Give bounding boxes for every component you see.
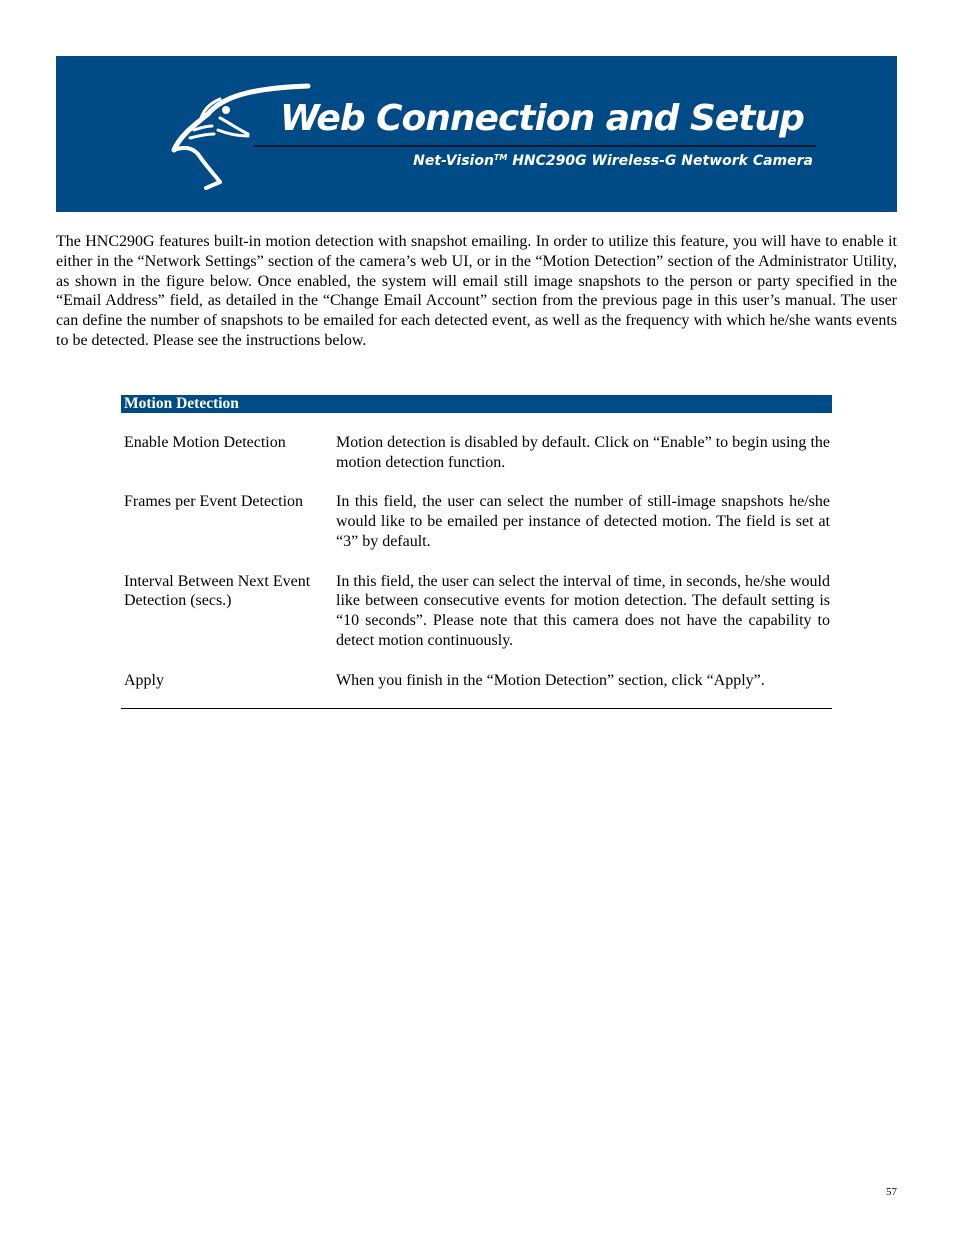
definition-term: Interval Between Next Event Detection (secs.): [124, 572, 311, 610]
section-bottom-rule: [121, 708, 832, 709]
definition-term: Frames per Event Detection: [124, 493, 304, 511]
definition-description: In this field, the user can select the interval of time, in seconds, he/she would like between consecutive events for motion detection. The default setting is “10 seconds”. Please note that this camera does not have the capability to detect motion continuously.: [336, 572, 830, 649]
banner-rule: [254, 145, 816, 147]
definition-description: Motion detection is disabled by default. Click on “Enable” to begin using the motion detection function.: [336, 434, 830, 471]
banner-subtitle: [413, 153, 813, 169]
definition-description: In this field, the user can select the number of still-image snapshots he/she would like to be emailed per instance of detected motion. The field is set at “3” by default.: [336, 493, 830, 550]
definition-description: When you finish in the “Motion Detection” section, click “Apply”.: [336, 671, 765, 689]
section-title-bar: Motion Detection: [121, 395, 832, 413]
product-name: HNC290G Wireless-G Network Camera: [507, 153, 813, 169]
header-banner: [56, 56, 897, 212]
definition-row: [124, 492, 830, 551]
definition-row: [124, 572, 830, 651]
brand-name: Net-Vision: [413, 153, 494, 169]
definition-row: [124, 671, 830, 691]
trademark-mark: TM: [493, 153, 508, 162]
intro-paragraph: The HNC290G features built-in motion detection with snapshot emailing. In order to utilize this feature, you will have to enable it either in the “Network Settings” section of the camera’s web UI, or in the “Motion Detection” section of the Administrator Utility, as shown in the figure below. Once enabled, the system will email still image snapshots to the person or party specified in the “Email Address” field, as detailed in the “Change Email Account” section from the previous page in this user’s manual. The user can define the number of snapshots to be emailed for each detected event, as well as the frequency with which he/she wants events to be detected. Please see the instructions below.: [56, 233, 897, 349]
definition-term: Enable Motion Detection: [124, 434, 286, 451]
definition-list: [124, 433, 830, 710]
definition-row: [124, 433, 830, 473]
banner-title: Web Connection and Setup: [280, 98, 804, 139]
page-number: 57: [886, 1186, 897, 1198]
definition-term: Apply: [124, 671, 164, 689]
